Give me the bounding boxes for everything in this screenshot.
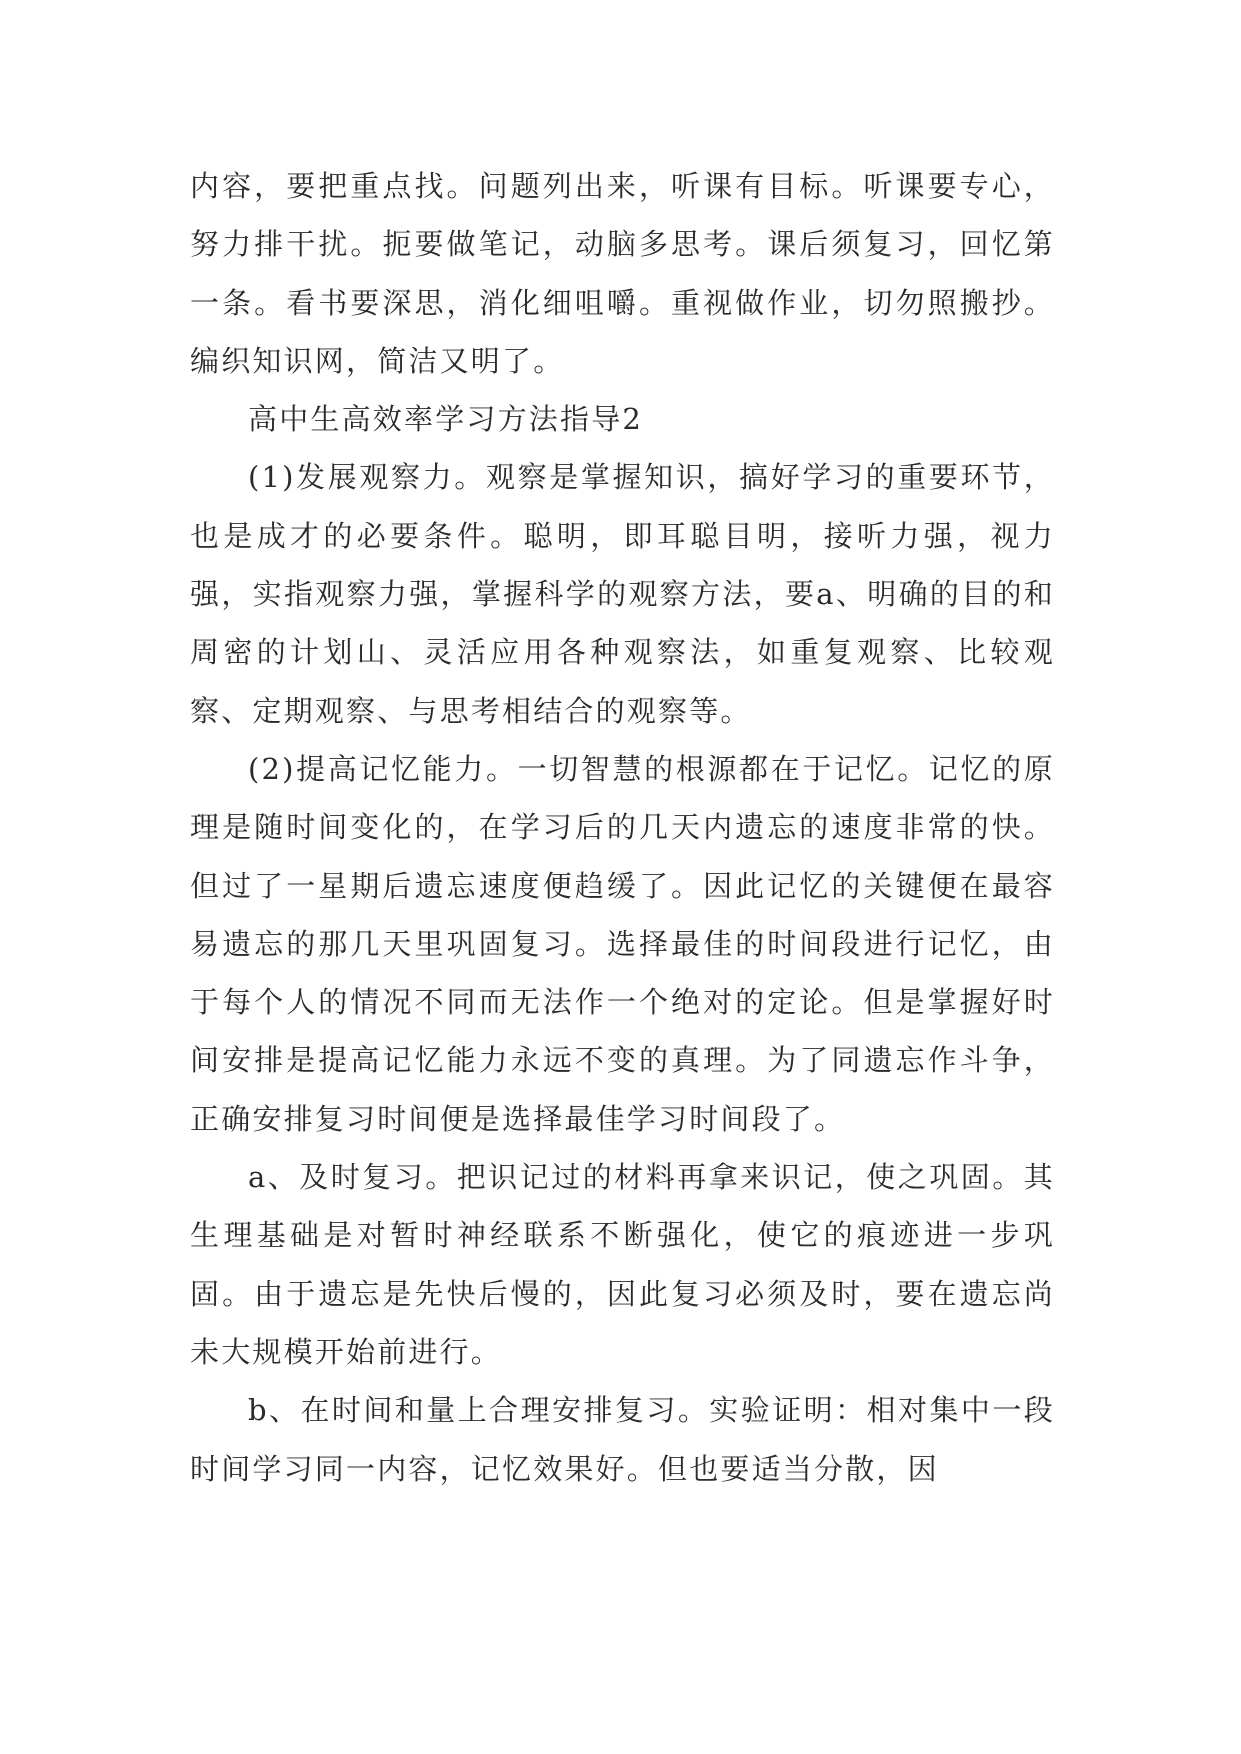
paragraph-observation: (1)发展观察力。观察是掌握知识，搞好学习的重要环节，也是成才的必要条件。聪明，即耳聪目明，接听力强，视力强，实指观察力强，掌握科学的观察方法，要a、明确的目的和周密的计划山、灵活应用各种观察法，如重复观察、比较观察、定期观察、与思考相结合的观察等。 — [190, 460, 1055, 728]
paragraph-timely-review: a、及时复习。把识记过的材料再拿来识记，使之巩固。其生理基础是对暂时神经联系不断强化，使它的痕迹进一步巩固。由于遗忘是先快后慢的，因此复习必须及时，要在遗忘尚未大规模开始前进行。 — [190, 1160, 1055, 1369]
paragraph-continued: 内容，要把重点找。问题列出来，听课有目标。听课要专心，努力排干扰。扼要做笔记，动脑多思考。课后须复习，回忆第一条。看书要深思，消化细咀嚼。重视做作业，切勿照搬抄。编织知识网，简洁又明了。 — [190, 169, 1055, 378]
paragraph-memory: (2)提高记忆能力。一切智慧的根源都在于记忆。记忆的原理是随时间变化的，在学习后的几天内遗忘的速度非常的快。但过了一星期后遗忘速度便趋缓了。因此记忆的关键便在最容易遗忘的那几天里巩固复习。选择最佳的时间段进行记忆，由于每个人的情况不同而无法作一个绝对的定论。但是掌握好时间安排是提高记忆能力永远不变的真理。为了同遗忘作斗争，正确安排复习时间便是选择最佳学习时间段了。 — [190, 751, 1055, 1136]
document-body — [190, 157, 1055, 1498]
paragraph-review-scheduling: b、在时间和量上合理安排复习。实验证明：相对集中一段时间学习同一内容，记忆效果好。但也要适当分散，因 — [190, 1393, 1055, 1486]
section-heading: 高中生高效率学习方法指导2 — [248, 402, 644, 437]
